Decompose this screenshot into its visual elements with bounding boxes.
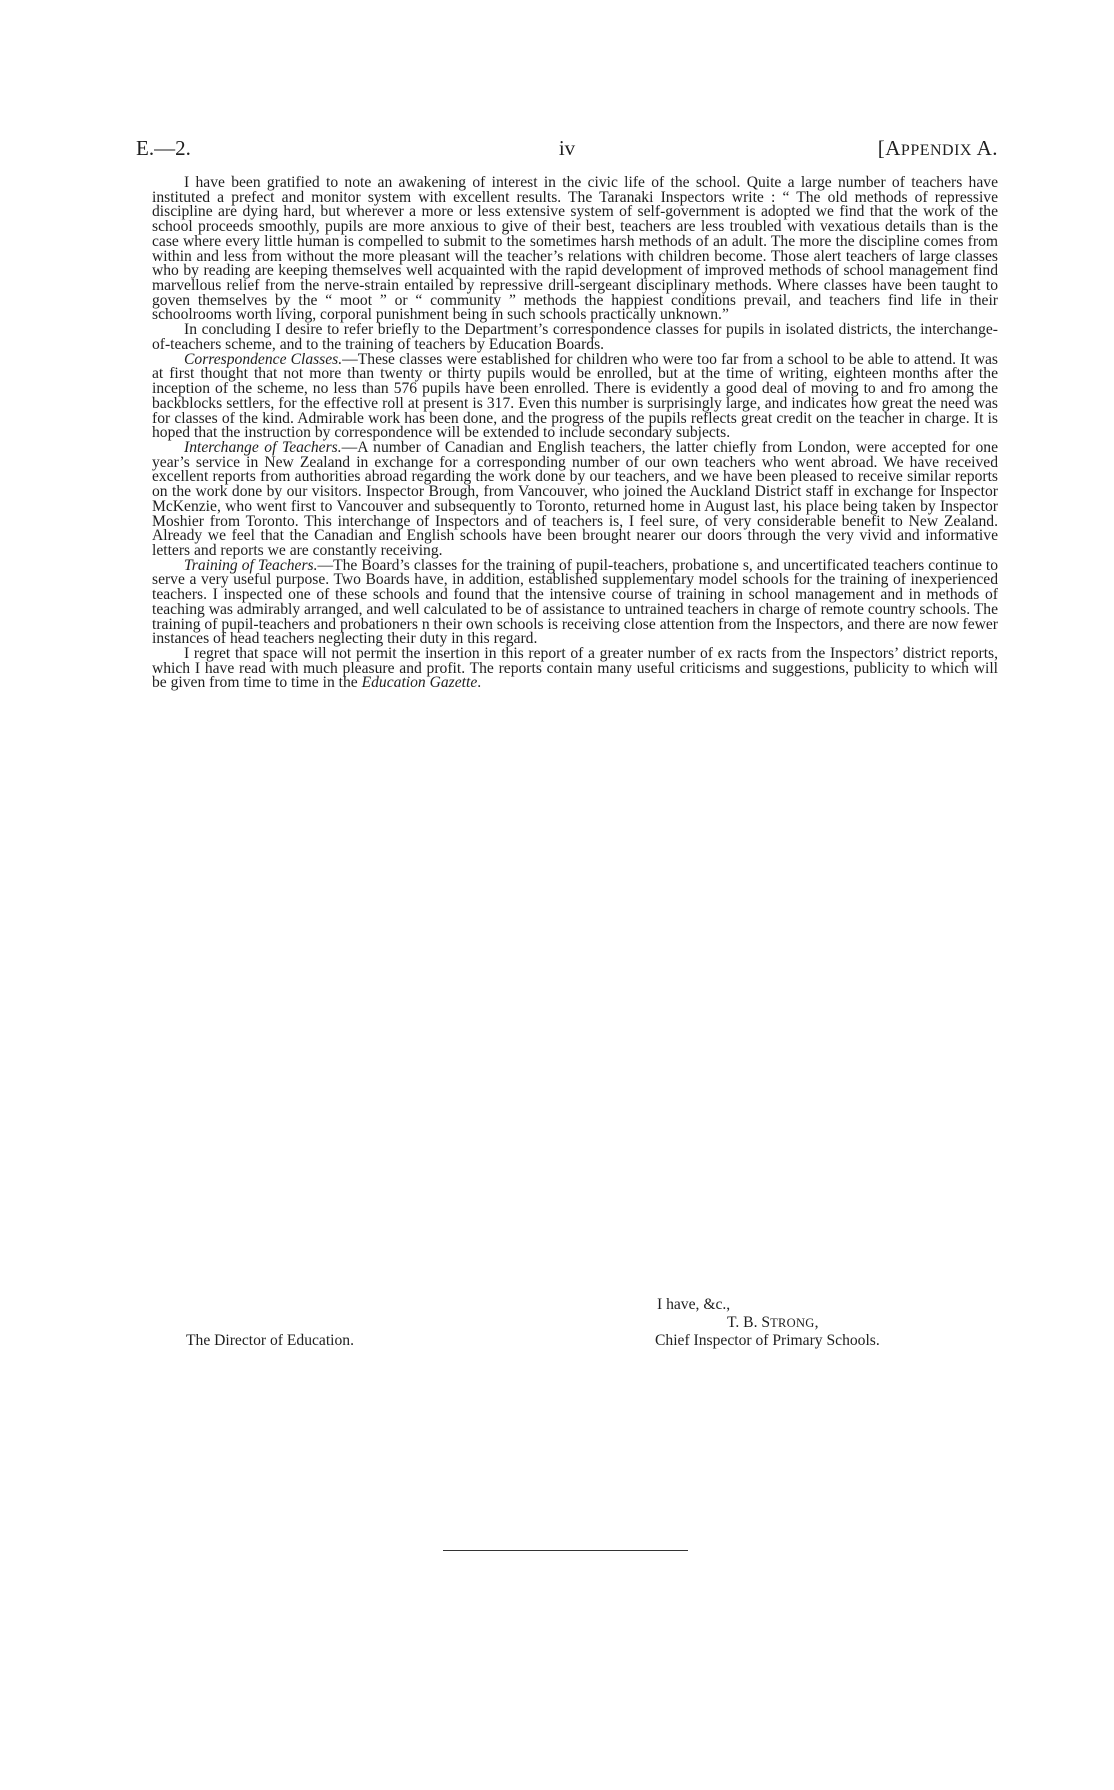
section-heading-correspondence: Correspondence Classes. [184,350,343,368]
paragraph-interchange-of-teachers: Interchange of Teachers.—A number of Canadian and English teachers, the latter chiefly from London, were accepted for one year’s service in New Zealand in exchange for a corresponding number of our own teachers who went abroad. We have received excellent reports from authorities abroad regarding the work done by our teachers, and we have been pleased to receive similar reports on the work done by our visitors. Inspector Brough, from Vancouver, who joined the Auckland District staff in exchange for Inspector McKenzie, who went first to Vancouver and subsequently to Toronto, returned home in August last, his place being taken by Inspector Moshier from Toronto. This interchange of Inspectors and of teachers is, I feel sure, of very considerable benefit to New Zealand. Already we feel that the Canadian and English schools have been brought nearer our doors through the very vivid and informative letters and reports we are constantly receiving. [152,438,998,559]
paragraph-civic-life: I have been gratified to note an awakening of interest in the civic life of the school. Quite a large number of teachers have instituted a prefect and monitor system with excellent results. The Taranaki Inspectors write : “ The old methods of repressive discipline are dying hard, but wherever a more or less extensive system of self-government is adopted we find that the work of the school proceeds smoothly, pupils are more anxious to give of their best, teachers are less troubled with vexatious details than is the case where every little human is compelled to submit to the sometimes harsh methods of an adult. The more the discipline comes from within and less from without the more pleasant will the teacher’s relations with children become. Those alert teachers of large classes who by reading are keeping themselves well acquainted with the rapid development of improved methods of school management find marvellous relief from the nerve-strain entailed by repressive drill-sergeant disciplinary methods. Where classes have been taught to goven themselves by the “ moot ” or “ community ” methods the happiest conditions prevail, and teachers find life in their schoolrooms worth living, corporal punishment being in such schools practically unknown.” [152,174,998,324]
paragraph-training-of-teachers: Training of Teachers.—The Board’s classes for the training of pupil-teachers, probatione s, and uncertificated teachers continue to serve a very useful purpose. Two Boards have, in addition, established supplementary model schools for the training of inexperienced teachers. I inspected one of these schools and found that the intensive course of training in school management and in methods of teaching was admirably arranged, and well calculated to be of assistance to untrained teachers in charge of remote country schools. The training of pupil-teachers and probationers n their own schools is receiving close attention from the Inspectors, and there are now fewer instances of head teachers neglecting their duty in this regard. [152,556,998,648]
page-number: iv [558,136,576,160]
paragraph-correspondence-classes: Correspondence Classes.—These classes were established for children who were too far from a school to be able to attend. It was at first thought that not more than twenty or thirty pupils would be enrolled, but at the time of writing, eighteen months after the inception of the scheme, no less than 576 pupils have been enrolled. There is evidently a good deal of moving to and fro among the backblocks settlers, for the effective roll at present is 317. Even this number is surprisingly large, and indicates how great the need was for classes of the kind. Admirable work has been done, and the progress of the pupils reflects great credit on the teacher in charge. It is hoped that the instruction by correspondence will be extended to include secondary subjects. [152,350,998,442]
report-body [152,176,998,691]
signatory-title: Chief Inspector of Primary Schools. [655,1332,880,1349]
end-rule [443,1550,688,1551]
signature-block [152,1296,998,1376]
section-heading-interchange: Interchange of Teachers. [184,438,342,456]
addressee: The Director of Education. [186,1332,354,1349]
appendix-label: [APPENDIX A. [877,136,998,160]
paragraph-concluding: In concluding I desire to refer briefly to the Department’s correspondence classes for pupils in isolated districts, the interchange-of-teachers scheme, and to the training of teachers by Education Boards. [152,321,998,353]
page-header [136,136,998,168]
document-code: E.—2. [136,136,191,160]
paragraph-regret: I regret that space will not permit the insertion in this report of a greater number of ex racts from the Inspectors’ district reports, which I have read with much pleasure and profit. The reports contain many useful criticisms and suggestions, publicity to which will be given from time to time in the Education Gazette. [152,645,998,692]
closing-salutation: I have, &c., [657,1296,731,1313]
publication-name: Education Gazette [361,674,478,692]
signatory-name: T. B. STRONG, [727,1314,819,1331]
section-heading-training: Training of Teachers. [184,556,318,574]
